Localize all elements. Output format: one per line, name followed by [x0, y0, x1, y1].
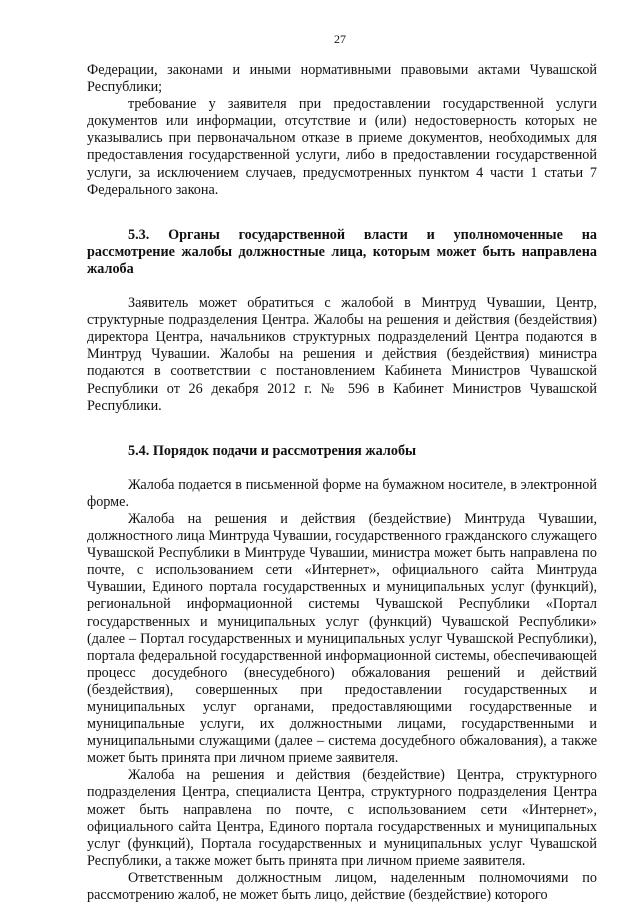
- section-5-3-paragraph: Заявитель может обратиться с жалобой в Минтруд Чувашии, Центр, структурные подразделения Центра. Жалобы на решения и действия (бездействия) директора Центра, начальников структурных подразделений Центра подаются в Минтруд Чувашии. Жалобы на решения и действия (бездействия) министра подаются в соответствии с постановлением Кабинета Министров Чувашской Республики от 26 декабря 2012 г. № 596 в Кабинет Министров Чувашской Республики.: [87, 295, 597, 414]
- section-5-4-paragraph-1: Жалоба подается в письменной форме на бумажном носителе, в электронной форме.: [87, 476, 597, 510]
- paragraph-requirement: требование у заявителя при предоставлении государственной услуги документов или информации, отсутствие и (или) недостоверность которых не указывались при первоначальном отказе в приеме документов, необходимых для предоставления государственной услуги, либо в предоставлении государственной услуги, за исключением случаев, предусмотренных пунктом 4 части 1 статьи 7 Федерального закона.: [87, 96, 597, 198]
- document-body: [87, 62, 597, 904]
- section-5-4-paragraph-2: Жалоба на решения и действия (бездействие) Минтруда Чувашии, должностного лица Минтруда Чувашии, государственного гражданского служащего Чувашской Республики в Минтруде Чувашии, министра может быть направлена по почте, с использованием сети «Интернет», официального сайта Минтруда Чувашии, Единого портала государственных и муниципальных услуг (функций), региональной информационной системы Чувашской Республики «Портал государственных и муниципальных услуг (функций) Чувашской Республики» (далее – Портал государственных и муниципальных услуг Чувашской Республики), портала федеральной государственной информационной системы, обеспечивающей процесс досудебного (внесудебного) обжалования решений и действий (бездействия), совершенных при предоставлении государственных и муниципальных услуг органами, предоставляющими государственные и муниципальные услуги, их должностными лицами, государственными и муниципальными служащими (далее – система досудебного обжалования), а также может быть принята при личном приеме заявителя.: [87, 510, 597, 767]
- section-heading-5-4: 5.4. Порядок подачи и рассмотрения жалобы: [128, 442, 417, 459]
- section-5-4-paragraph-3: Жалоба на решения и действия (бездействие) Центра, структурного подразделения Центра, специалиста Центра, структурного подразделения Центра может быть направлена по почте, с использованием сети «Интернет», официального сайта Центра, Единого портала государственных и муниципальных услуг (функций), Портала государственных и муниципальных услуг Чувашской Республики, а также может быть принята при личном приеме заявителя.: [87, 767, 597, 869]
- page-number: 27: [334, 32, 346, 46]
- paragraph-continuation: Федерации, законами и иными нормативными правовыми актами Чувашской Республики;: [87, 62, 597, 96]
- section-heading-5-3: 5.3. Органы государственной власти и уполномоченные на рассмотрение жалобы должностные лица, которым может быть направлена жалоба: [87, 226, 597, 277]
- section-5-4-paragraph-4: Ответственным должностным лицом, наделенным полномочиями по рассмотрению жалоб, не может быть лицо, действие (бездействие) которого: [87, 869, 597, 904]
